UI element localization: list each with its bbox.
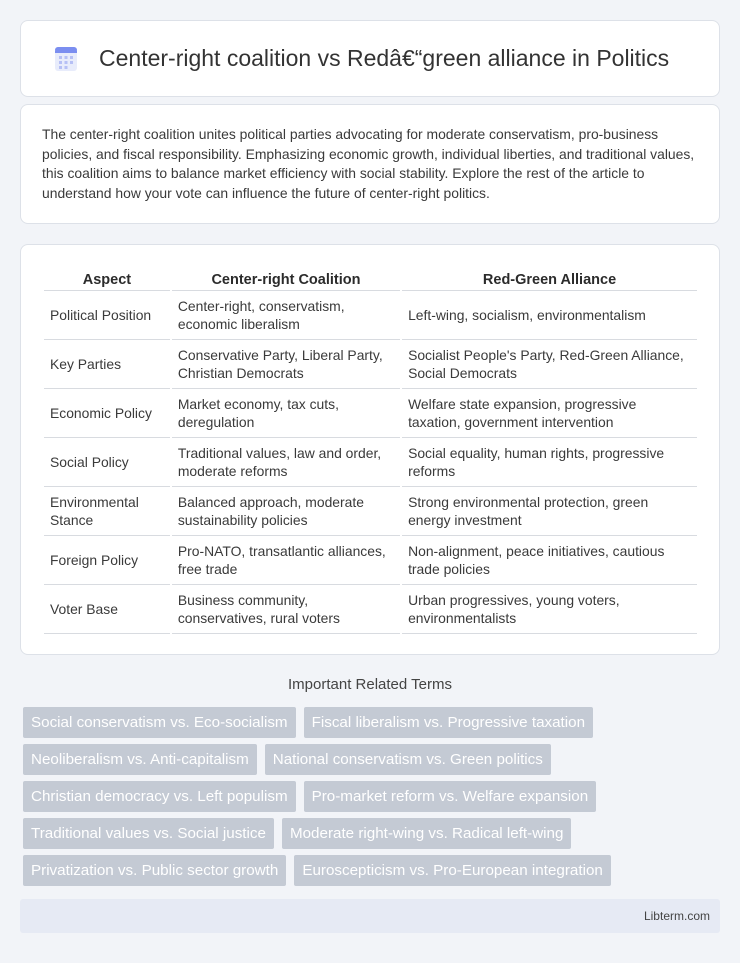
row-aspect: Foreign Policy (44, 536, 170, 585)
footer (20, 899, 720, 933)
table-row (44, 340, 697, 389)
row-center-right: Pro-NATO, transatlantic alliances, free trade (172, 536, 400, 585)
related-term-tag[interactable]: Christian democracy vs. Left populism (23, 781, 296, 812)
row-aspect: Social Policy (44, 438, 170, 487)
header-aspect: Aspect (44, 265, 170, 291)
table-row (44, 536, 697, 585)
related-term-tag[interactable]: Euroscepticism vs. Pro-European integration (294, 855, 611, 886)
related-terms-list (23, 707, 723, 892)
table-row (44, 438, 697, 487)
table-row (44, 389, 697, 438)
row-center-right: Balanced approach, moderate sustainability policies (172, 487, 400, 536)
row-center-right: Conservative Party, Liberal Party, Christian Democrats (172, 340, 400, 389)
table-row (44, 585, 697, 634)
row-center-right: Business community, conservatives, rural voters (172, 585, 400, 634)
row-red-green: Left-wing, socialism, environmentalism (402, 291, 697, 340)
row-center-right: Center-right, conservatism, economic liberalism (172, 291, 400, 340)
row-aspect: Political Position (44, 291, 170, 340)
intro-card (20, 104, 720, 224)
related-term-tag[interactable]: Social conservatism vs. Eco-socialism (23, 707, 296, 738)
intro-paragraph: The center-right coalition unites political parties advocating for moderate conservatism, pro-business policies, and fiscal responsibility. Emphasizing economic growth, individual liberties, and traditional values, this coalition aims to balance market efficiency with social stability. Explore the rest of the article to understand how your vote can influence the future of center-right politics. (42, 126, 695, 201)
table-row (44, 487, 697, 536)
table-row (44, 291, 697, 340)
related-terms-title: Important Related Terms (288, 676, 452, 693)
row-red-green: Social equality, human rights, progressive reforms (402, 438, 697, 487)
table-header-row (44, 265, 697, 291)
row-center-right: Traditional values, law and order, moderate reforms (172, 438, 400, 487)
row-center-right: Market economy, tax cuts, deregulation (172, 389, 400, 438)
row-aspect: Environmental Stance (44, 487, 170, 536)
row-aspect: Voter Base (44, 585, 170, 634)
header-card (20, 20, 720, 97)
related-term-tag[interactable]: National conservatism vs. Green politics (265, 744, 551, 775)
header-red-green: Red-Green Alliance (402, 265, 697, 291)
row-red-green: Urban progressives, young voters, environmentalists (402, 585, 697, 634)
comparison-table-card (20, 244, 720, 655)
page-title: Center-right coalition vs Redâ€“green alliance in Politics (99, 45, 670, 71)
comparison-table (42, 265, 699, 634)
related-term-tag[interactable]: Moderate right-wing vs. Radical left-wing (282, 818, 572, 849)
row-red-green: Non-alignment, peace initiatives, cautious trade policies (402, 536, 697, 585)
related-term-tag[interactable]: Fiscal liberalism vs. Progressive taxation (304, 707, 593, 738)
header-center-right: Center-right Coalition (172, 265, 400, 291)
row-red-green: Welfare state expansion, progressive taxation, government intervention (402, 389, 697, 438)
row-aspect: Economic Policy (44, 389, 170, 438)
row-aspect: Key Parties (44, 340, 170, 389)
related-term-tag[interactable]: Traditional values vs. Social justice (23, 818, 274, 849)
footer-site-link[interactable]: Libterm.com (643, 909, 710, 923)
row-red-green: Socialist People's Party, Red-Green Alliance, Social Democrats (402, 340, 697, 389)
row-red-green: Strong environmental protection, green energy investment (402, 487, 697, 536)
related-term-tag[interactable]: Pro-market reform vs. Welfare expansion (304, 781, 597, 812)
related-term-tag[interactable]: Neoliberalism vs. Anti-capitalism (23, 744, 257, 775)
document-icon (53, 46, 79, 72)
related-term-tag[interactable]: Privatization vs. Public sector growth (23, 855, 286, 886)
